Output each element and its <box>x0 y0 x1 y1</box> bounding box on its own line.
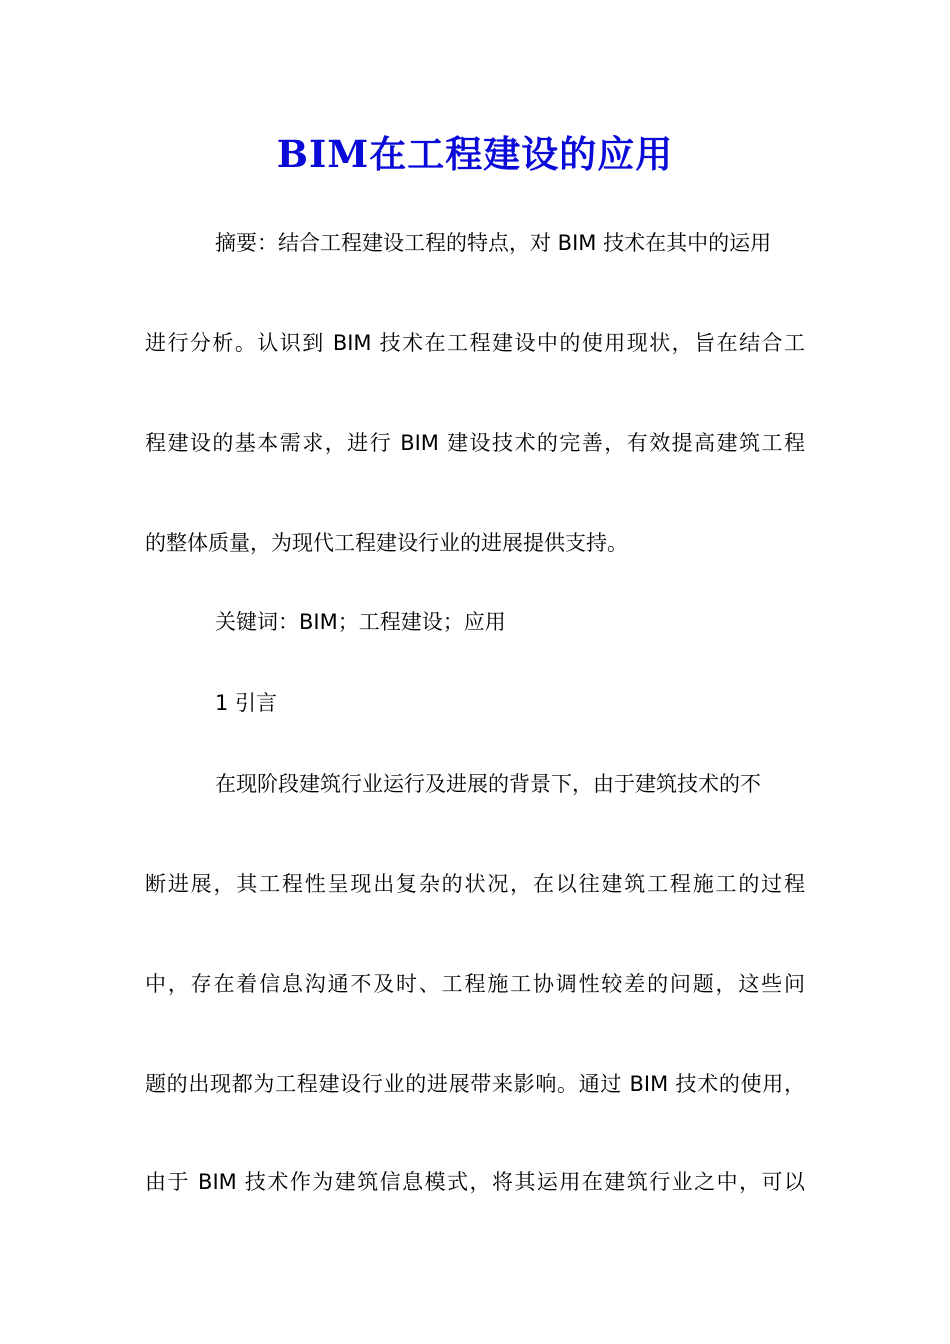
abstract-line: 进行分析。认识到 BIM 技术在工程建设中的使用现状，旨在结合工 <box>145 331 805 355</box>
body-paragraph-line: 中，存在着信息沟通不及时、工程施工协调性较差的问题，这些问 <box>145 972 805 996</box>
document-title: BIM在工程建设的应用 <box>276 132 674 176</box>
body-paragraph-line: 由于 BIM 技术作为建筑信息模式，将其运用在建筑行业之中，可以 <box>145 1170 805 1194</box>
body-paragraph-line: 断进展，其工程性呈现出复杂的状况，在以往建筑工程施工的过程 <box>145 872 805 896</box>
abstract-line: 摘要：结合工程建设工程的特点，对 BIM 技术在其中的运用 <box>215 231 772 255</box>
section-heading: 1 引言 <box>215 691 278 715</box>
body-paragraph-line: 题的出现都为工程建设行业的进展带来影响。通过 BIM 技术的使用， <box>145 1072 805 1096</box>
body-paragraph-line: 在现阶段建筑行业运行及进展的背景下，由于建筑技术的不 <box>215 772 761 796</box>
abstract-line: 程建设的基本需求，进行 BIM 建设技术的完善，有效提高建筑工程 <box>145 431 805 455</box>
abstract-line: 的整体质量，为现代工程建设行业的进展提供支持。 <box>145 531 628 555</box>
keywords-line: 关键词：BIM；工程建设；应用 <box>215 610 506 634</box>
